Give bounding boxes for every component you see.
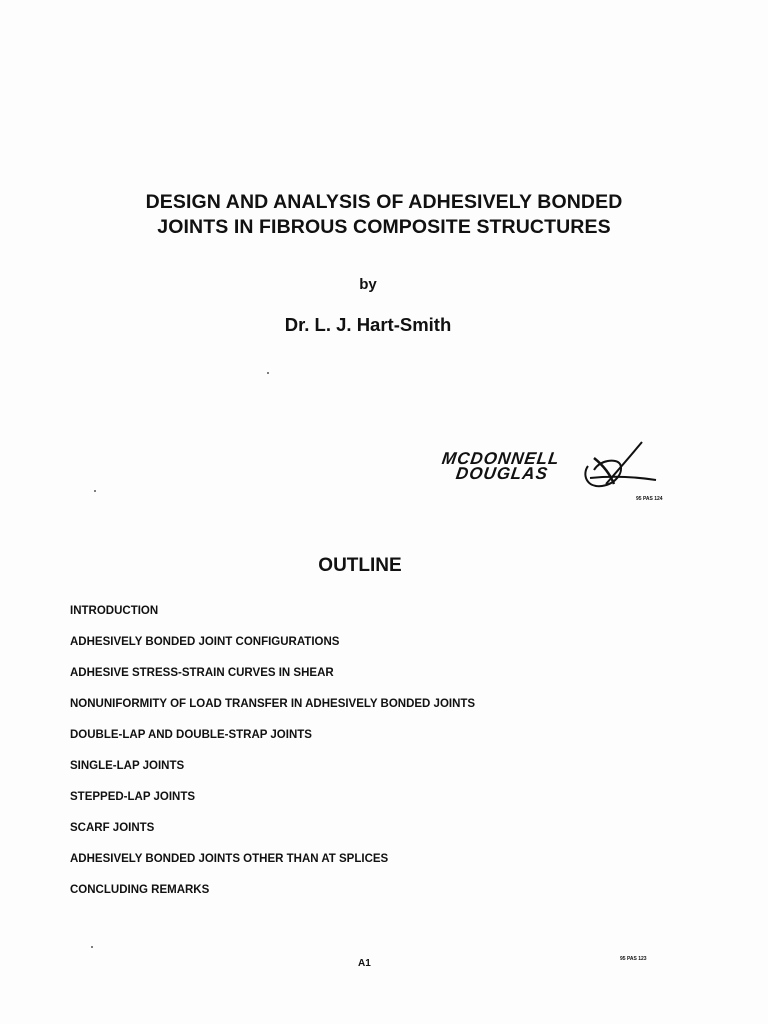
mcdonnell-douglas-logo [440,440,665,510]
outline-item: NONUNIFORMITY OF LOAD TRANSFER IN ADHESIVELY BONDED JOINTS [70,698,476,710]
logo-emblem-icon [580,440,660,498]
by-label: by [359,276,377,293]
outline-list [70,604,475,914]
outline-item: CONCLUDING REMARKS [70,884,210,896]
outline-item: INTRODUCTION [70,605,159,617]
document-title-line-2: JOINTS IN FIBROUS COMPOSITE STRUCTURES [157,216,611,238]
outline-item: ADHESIVELY BONDED JOINT CONFIGURATIONS [70,636,340,648]
page-reference-code: 95 PAS 123 [620,956,647,962]
scan-speck [267,372,269,374]
document-title-line-1: DESIGN AND ANALYSIS OF ADHESIVELY BONDED [145,191,623,213]
outline-item: DOUBLE-LAP AND DOUBLE-STRAP JOINTS [70,729,312,741]
logo-reference-code: 95 PAS 124 [636,496,663,502]
page-number: A1 [358,958,371,969]
outline-item: STEPPED-LAP JOINTS [70,791,196,803]
outline-item: SCARF JOINTS [70,822,155,834]
outline-heading: OUTLINE [318,555,402,576]
outline-item: ADHESIVELY BONDED JOINTS OTHER THAN AT SPLICES [70,853,389,865]
author-name: Dr. L. J. Hart-Smith [284,314,452,335]
outline-item: SINGLE-LAP JOINTS [70,760,185,772]
scan-speck [91,946,93,948]
logo-text-line-1: MCDONNELL [440,449,562,468]
scan-speck [94,490,96,492]
logo-text-line-2: DOUGLAS [454,464,550,483]
outline-item: ADHESIVE STRESS-STRAIN CURVES IN SHEAR [70,667,334,679]
